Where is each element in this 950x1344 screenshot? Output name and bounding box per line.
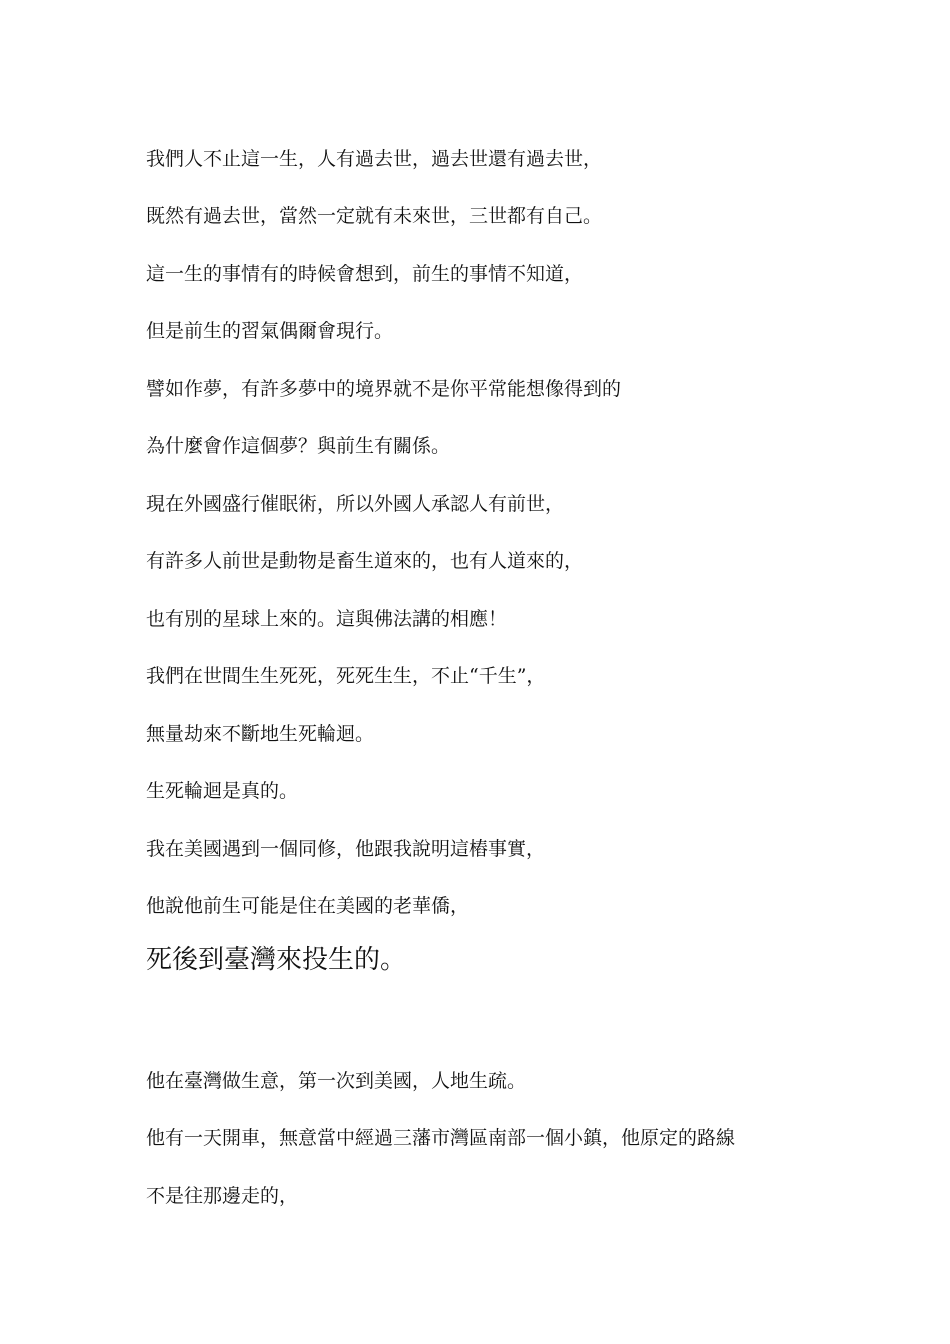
text-line: 但是前生的習氣偶爾會現行。 — [146, 320, 394, 342]
text-line: 不是往那邊走的， — [146, 1185, 299, 1207]
text-line: 生死輪迴是真的。 — [146, 780, 299, 802]
text-line: 現在外國盛行催眠術，所以外國人承認人有前世， — [146, 493, 565, 515]
text-line: 他說他前生可能是住在美國的老華僑， — [146, 895, 470, 917]
text-line: 我們人不止這一生，人有過去世，過去世還有過去世， — [146, 148, 603, 170]
text-line: 我在美國遇到一個同修，他跟我說明這樁事實， — [146, 838, 546, 860]
text-line: 有許多人前世是動物是畜生道來的，也有人道來的， — [146, 550, 584, 572]
text-line: 為什麼會作這個夢？與前生有關係。 — [146, 435, 451, 457]
text-line: 我們在世間生生死死，死死生生，不止“千生”， — [146, 665, 546, 687]
text-line: 他在臺灣做生意，第一次到美國，人地生疏。 — [146, 1070, 527, 1092]
text-line: 也有別的星球上來的。這與佛法講的相應！ — [146, 608, 508, 630]
text-line: 既然有過去世，當然一定就有未來世，三世都有自己。 — [146, 205, 603, 227]
text-line-large: 死後到臺灣來投生的。 — [146, 945, 407, 975]
text-line: 無量劫來不斷地生死輪迴。 — [146, 723, 375, 745]
text-line: 他有一天開車，無意當中經過三藩市灣區南部一個小鎮，他原定的路線 — [146, 1127, 736, 1149]
text-line: 這一生的事情有的時候會想到，前生的事情不知道， — [146, 263, 584, 285]
text-line: 譬如作夢，有許多夢中的境界就不是你平常能想像得到的 — [146, 378, 622, 400]
